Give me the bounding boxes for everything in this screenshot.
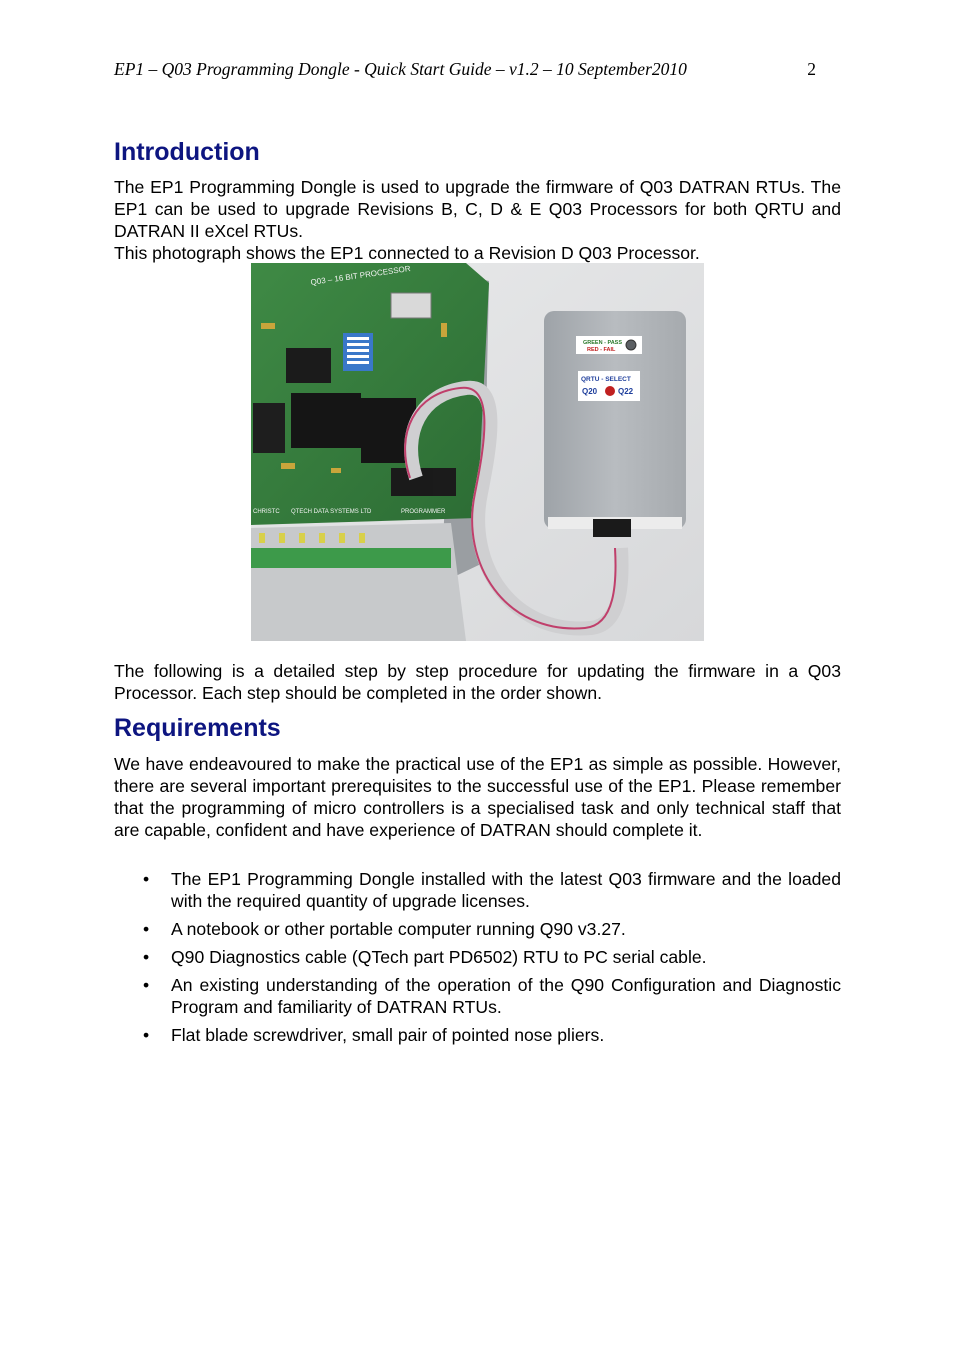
introduction-heading: Introduction (114, 138, 260, 166)
page-number: 2 (807, 59, 816, 79)
list-item-text: A notebook or other portable computer running Q90 v3.27. (171, 919, 626, 939)
requirements-list (114, 868, 841, 1052)
introduction-paragraph-3: The following is a detailed step by step procedure for updating the firmware in a Q03 Processor. Each step should be completed in the order shown. (114, 661, 841, 703)
list-item (114, 1024, 841, 1046)
bullet: • (143, 947, 150, 967)
page-header (114, 58, 816, 80)
list-item (114, 868, 841, 912)
select-left: Q20 (582, 387, 598, 396)
pcb-programmer-label: PROGRAMMER (401, 509, 446, 515)
bullet: • (143, 869, 150, 889)
list-item-text: Flat blade screwdriver, small pair of pointed nose pliers. (171, 1025, 605, 1045)
header-title: EP1 – Q03 Programming Dongle - Quick Start Guide – v1.2 – 10 September2010 (114, 59, 687, 79)
requirements-paragraph: We have endeavoured to make the practical use of the EP1 as simple as possible. However, there are several important prerequisites to the successful use of the EP1. Please remember that the programming of micro controllers is a specialised task and only technical staff that are capable, confident and have experience of DATRAN should complete it. (114, 754, 841, 840)
introduction-paragraph-1: The EP1 Programming Dongle is used to upgrade the firmware of Q03 DATRAN RTUs. The EP1 can be used to upgrade Revisions B, C, D & E Q03 Processors for both QRTU and DATRAN II eXcel RTUs. (114, 177, 841, 241)
list-item (114, 974, 841, 1018)
select-right: Q22 (618, 387, 634, 396)
bullet: • (143, 975, 150, 995)
ep1-connected-photo (251, 263, 704, 641)
list-item-text: An existing understanding of the operation of the Q90 Configuration and Diagnostic Program and familiarity of DATRAN RTUs. (171, 975, 841, 1017)
list-item (114, 946, 841, 968)
list-item-text: Q90 Diagnostics cable (QTech part PD6502) RTU to PC serial cable. (171, 947, 707, 967)
led-label-bottom: RED - FAIL (587, 347, 616, 353)
list-item-text: The EP1 Programming Dongle installed with the latest Q03 firmware and the loaded with the required quantity of upgrade licenses. (171, 869, 841, 911)
pcb-company-label: QTECH DATA SYSTEMS LTD (291, 509, 372, 515)
pcb-title-label: Q03 – 16 BIT PROCESSOR (310, 264, 412, 287)
introduction-paragraph-2: This photograph shows the EP1 connected to a Revision D Q03 Processor. (114, 243, 700, 263)
requirements-heading: Requirements (114, 714, 281, 742)
list-item (114, 918, 841, 940)
bullet: • (143, 919, 150, 939)
bullet: • (143, 1025, 150, 1045)
select-title: QRTU - SELECT (581, 376, 631, 383)
led-label-top: GREEN - PASS (583, 340, 623, 346)
pcb-company-short-label: CHRISTC (253, 509, 280, 515)
